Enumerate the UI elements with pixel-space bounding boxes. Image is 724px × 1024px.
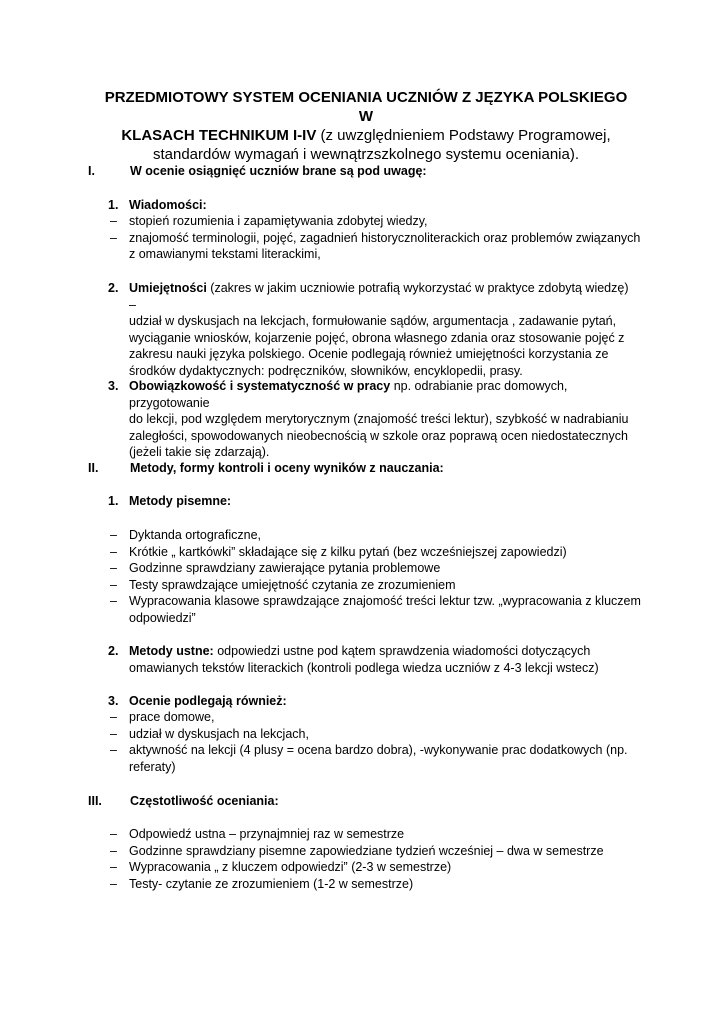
title-line-2-rest: (z uwzględnieniem Podstawy Programowej, [316,127,611,144]
bullet-list [108,826,648,892]
subsection-1-1 [108,197,638,214]
subsection-2-2 [108,643,638,676]
list-item: – udział w dyskusjach na lekcjach, [110,726,309,741]
list-item: – Testy- czytanie ze zrozumieniem (1-2 w semestrze) [110,876,414,891]
document-title [96,88,636,164]
item-number: 3. [108,694,119,708]
subsection-2-3 [108,693,638,710]
list-item: – Odpowiedź ustna – przynajmniej raz w semestrze [110,827,405,841]
paragraph-line: (zakres w jakim uczniowie potrafią wykorzystać w praktyce zdobytą wiedzę) – [129,281,629,312]
subsection-2-1 [108,493,638,510]
list-item: – Godzinne sprawdziany zawierające pytania problemowe [110,561,441,575]
item-label: Obowiązkowość i systematyczność w pracy [129,379,391,393]
paragraph-line: zakresu nauki języka polskiego. Ocenie podlegają również umiejętności korzystania ze [129,347,609,361]
list-item: – znajomość terminologii, pojęć, zagadnień historycznoliterackich oraz problemów związanych [110,230,641,245]
section-title: W ocenie osiągnięć uczniów brane są pod uwagę: [130,164,427,178]
paragraph-line: odpowiedzi ustne pod kątem sprawdzenia wiadomości dotyczących [213,644,591,658]
list-item: – stopień rozumienia i zapamiętywania zdobytej wiedzy, [110,214,428,228]
list-item: – Dyktanda ortograficzne, [110,528,262,542]
title-line-2-bold: KLASACH TECHNIKUM I-IV [121,127,317,144]
title-line-3: standardów wymagań i wewnątrzszkolnego systemu oceniania). [152,146,580,163]
item-number: 2. [108,281,119,295]
bullet-list [108,213,648,263]
section-number: II. [88,461,99,475]
paragraph-line: omawianych tekstów literackich (kontroli podlega wiedza uczniów z 4-3 lekcji wstecz) [129,660,599,675]
paragraph-line: do lekcji, pod względem merytorycznym (znajomość treści lektur), szybkość w nadrabianiu [129,412,629,426]
section-title: Częstotliwość oceniania: [130,794,279,808]
bullet-list [108,527,648,626]
list-item: – Testy sprawdzające umiejętność czytania ze zrozumieniem [110,577,456,592]
item-number: 1. [108,494,119,508]
list-item: – aktywność na lekcji (4 plusy = ocena bardzo dobra), -wykonywanie prac dodatkowych (np. [110,743,628,757]
item-label: Ocenie podlegają również: [129,694,287,708]
paragraph-line: np. odrabianie prac domowych, przygotowanie [129,379,568,410]
paragraph-line: środków dydaktycznych: podręczników, słowników, encyklopedii, prasy. [129,363,523,378]
item-label: Umiejętności [129,281,207,295]
item-label: Wiadomości: [129,198,207,212]
list-item: – Krótkie „ kartkówki” składające się z kilku pytań (bez wcześniejszej zapowiedzi) [110,544,567,559]
subsection-1-2 [108,280,638,379]
list-item-continuation: odpowiedzi” [129,610,196,625]
subsection-1-3 [108,378,638,461]
item-number: 3. [108,379,119,393]
item-number: 2. [108,644,119,658]
section-number: I. [88,164,95,178]
section-title: Metody, formy kontroli i oceny wyników z nauczania: [130,461,444,475]
paragraph-line: udział w dyskusjach na lekcjach, formułowanie sądów, argumentacja , zadawanie pytań, [129,314,617,328]
title-line-1: PRZEDMIOTOWY SYSTEM OCENIANIA UCZNIÓW Z JĘZYKA POLSKIEGO W [104,89,628,125]
item-label: Metody ustne: [129,644,214,658]
list-item: – Wypracowania klasowe sprawdzające znajomość treści lektur tzw. „wypracowania z kluczem [110,594,641,608]
list-item-continuation: z omawianymi tekstami literackimi, [129,247,321,261]
bullet-list [108,709,648,775]
item-label: Metody pisemne: [129,494,232,508]
list-item-continuation: referaty) [129,759,176,774]
paragraph-line: wyciąganie wniosków, kojarzenie pojęć, obrona własnego zdania oraz stosowanie pojęć z [129,330,625,345]
paragraph-line: (jeżeli takie się zdarzają). [129,445,270,459]
section-number: III. [88,794,102,808]
paragraph-line: zaległości, spowodowanych nieobecnością w szkole oraz poprawą ocen niedostatecznych [129,428,628,443]
list-item: – prace domowe, [110,710,215,724]
item-number: 1. [108,198,119,212]
list-item: – Godzinne sprawdziany pisemne zapowiedziane tydzień wcześniej – dwa w semestrze [110,843,604,858]
list-item: – Wypracowania „ z kluczem odpowiedzi” (2-3 w semestrze) [110,860,452,874]
